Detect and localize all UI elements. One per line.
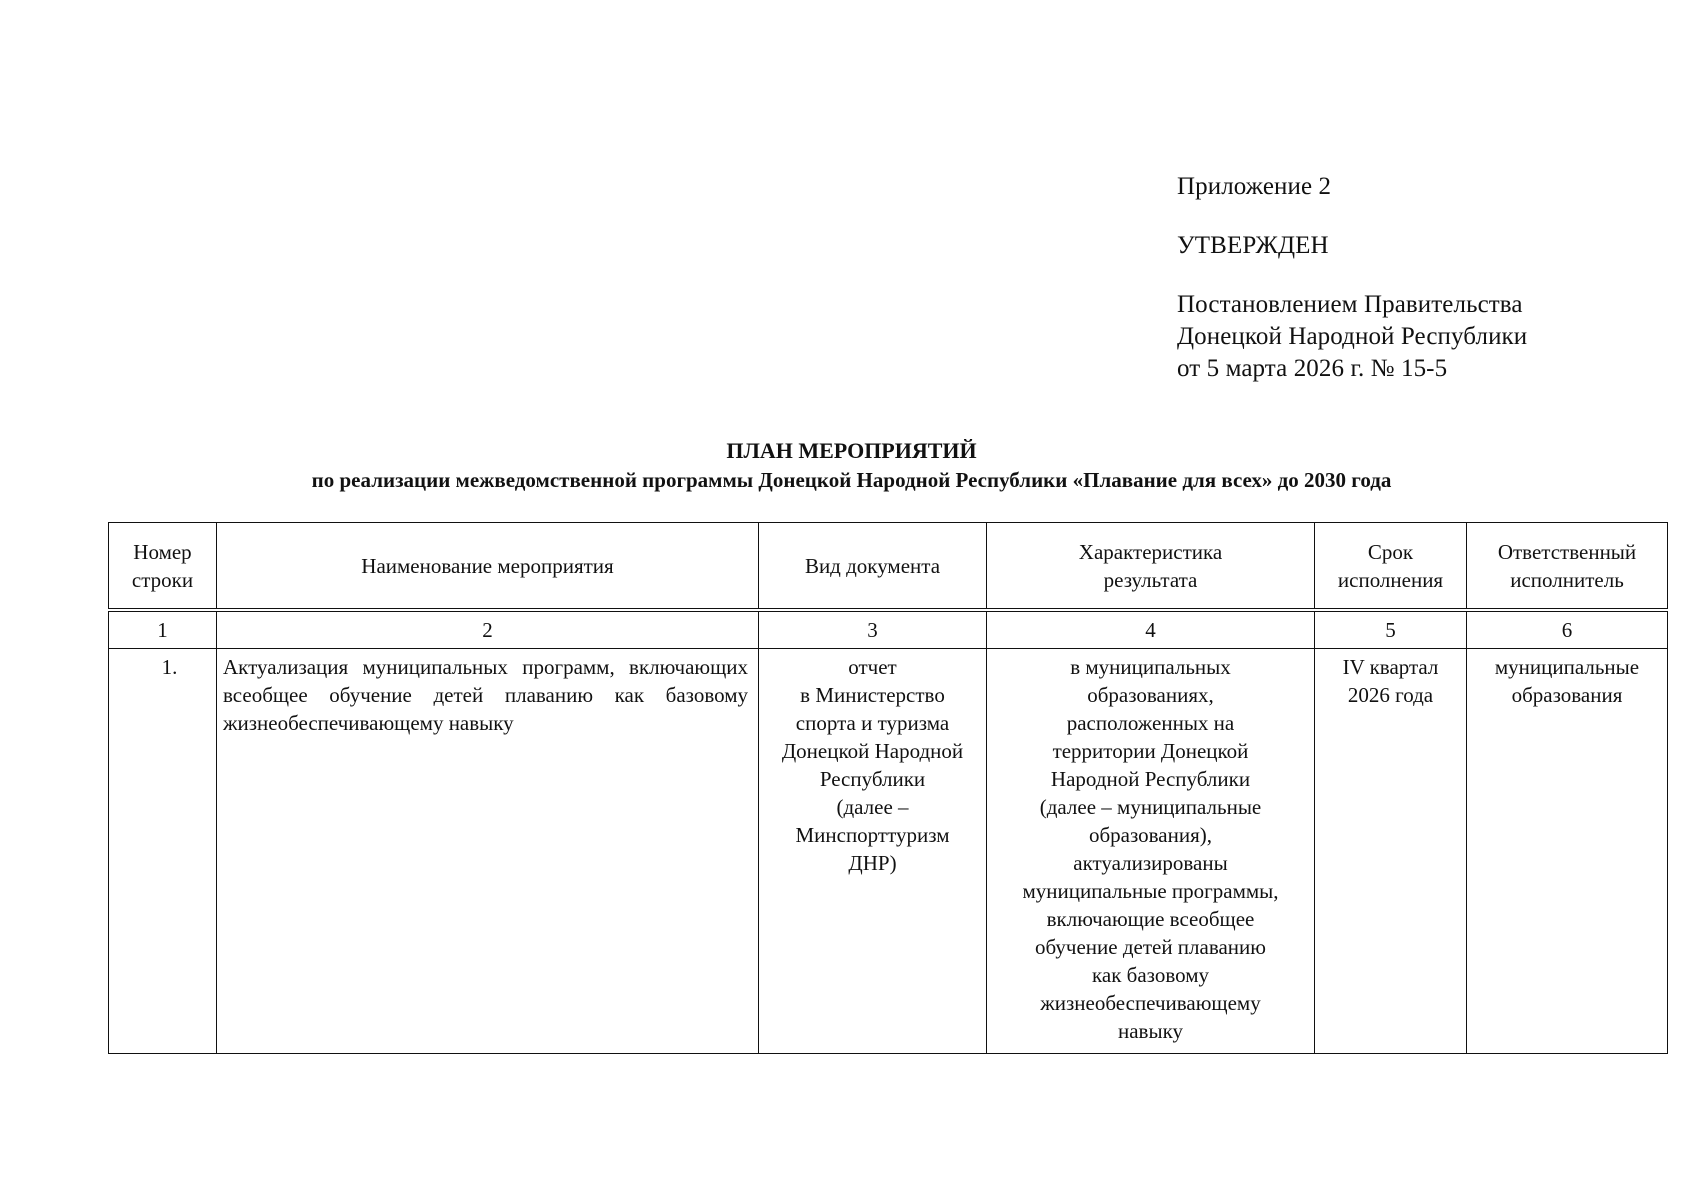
column-number: 2 <box>217 610 759 649</box>
header-document-type: Вид документа <box>759 523 987 611</box>
column-number: 6 <box>1467 610 1668 649</box>
header-result: Характеристика результата <box>987 523 1315 611</box>
resolution-line-1: Постановлением Правительства <box>1177 291 1523 318</box>
row-number-cell <box>109 649 217 1054</box>
document-title: ПЛАН МЕРОПРИЯТИЙ <box>726 438 977 463</box>
approved-label: УТВЕРЖДЕН <box>1177 232 1329 259</box>
header-activity-name: Наименование мероприятия <box>217 523 759 611</box>
activity-name-cell: Актуализация муниципальных программ, включающих всеобщее обучение детей плаванию как базовому жизнеобеспечивающему навыку <box>217 649 759 1054</box>
header-row-number: Номер строки <box>109 523 217 611</box>
table-header-row <box>109 523 1668 611</box>
resolution-line-3: от 5 марта 2026 г. № 15-5 <box>1177 355 1448 382</box>
document-type-cell: отчет в Министерство спорта и туризма Донецкой Народной Республики (далее – Минспорттуризм ДНР) <box>759 649 987 1054</box>
column-number: 5 <box>1315 610 1467 649</box>
resolution-line-2: Донецкой Народной Республики <box>1177 323 1528 350</box>
column-number: 1 <box>109 610 217 649</box>
document-subtitle: по реализации межведомственной программы Донецкой Народной Республики «Плавание для всех» до 2030 года <box>311 468 1392 492</box>
plan-table <box>108 522 1668 1054</box>
header-deadline: Срок исполнения <box>1315 523 1467 611</box>
approval-block <box>1177 171 1527 385</box>
row-number: 1. <box>161 655 178 679</box>
result-cell: в муниципальных образованиях, расположенных на территории Донецкой Народной Республики (далее – муниципальные образования), актуализированы муниципальные программы, включающие всеобщее обучение детей плаванию как базовому жизнеобеспечивающему навыку <box>987 649 1315 1054</box>
deadline-cell: IV квартал 2026 года <box>1315 649 1467 1054</box>
column-number: 3 <box>759 610 987 649</box>
appendix-label: Приложение 2 <box>1177 173 1332 200</box>
table-row <box>109 649 1668 1054</box>
responsible-cell: муниципальные образования <box>1467 649 1668 1054</box>
column-number-row <box>109 610 1668 649</box>
header-responsible: Ответственный исполнитель <box>1467 523 1668 611</box>
column-number: 4 <box>987 610 1315 649</box>
